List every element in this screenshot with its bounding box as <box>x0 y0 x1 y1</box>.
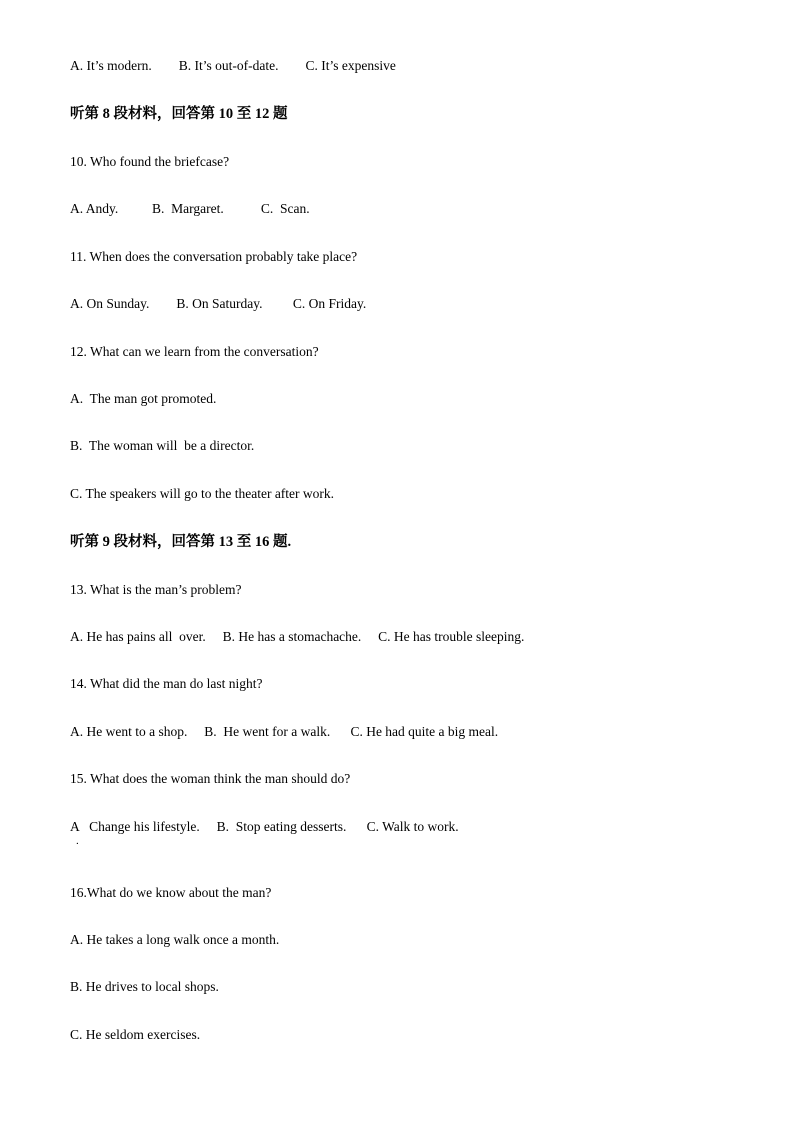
option-line: A. He went to a shop. B. He went for a walk. C. He had quite a big meal. <box>70 723 499 739</box>
question-13-options <box>70 629 724 646</box>
question-12-option-a <box>70 391 724 408</box>
question-12-stem <box>70 344 724 361</box>
question-12-option-b <box>70 438 724 455</box>
question-10-stem <box>70 154 724 171</box>
section-heading-9 <box>70 533 724 551</box>
question-text: 13. What is the man’s problem? <box>70 581 242 597</box>
option-line: A. On Sunday. B. On Saturday. C. On Friday. <box>70 296 367 312</box>
question-11-options <box>70 296 724 313</box>
question-text: 12. What can we learn from the conversation? <box>70 343 319 359</box>
question-16-option-b <box>70 979 724 996</box>
question-text: 11. When does the conversation probably take place? <box>70 248 358 264</box>
question-text: 14. What did the man do last night? <box>70 676 263 692</box>
question-text: 15. What does the woman think the man should do? <box>70 771 351 787</box>
option-line: C. He seldom exercises. <box>70 1026 201 1042</box>
option-line: A. Andy. B. Margaret. C. Scan. <box>70 201 310 217</box>
option-line: B. The woman will be a director. <box>70 438 255 454</box>
layout-spacer <box>70 877 724 885</box>
question-16-option-c <box>70 1027 724 1044</box>
option-line: A. The man got promoted. <box>70 390 217 406</box>
stray-period-mark: . <box>76 835 79 848</box>
section-heading-text: 听第 8 段材料，回答第 10 至 12 题 <box>70 106 288 123</box>
option-line: C. The speakers will go to the theater after work. <box>70 485 335 501</box>
question-12-option-c <box>70 486 724 503</box>
question-16-option-a <box>70 932 724 949</box>
question-text: 16.What do we know about the man? <box>70 884 272 900</box>
question-14-stem <box>70 676 724 693</box>
question-text: 10. Who found the briefcase? <box>70 154 230 169</box>
option-line: A. It’s modern. B. It’s out-of-date. C. It’s expensive <box>70 58 396 73</box>
option-line: B. He drives to local shops. <box>70 979 219 995</box>
question-9-options <box>70 58 724 75</box>
section-heading-8 <box>70 105 724 123</box>
question-15-options <box>70 819 724 847</box>
question-15-stem <box>70 771 724 788</box>
question-14-options <box>70 724 724 741</box>
question-13-stem <box>70 582 724 599</box>
question-11-stem <box>70 249 724 266</box>
question-10-options <box>70 201 724 218</box>
option-line: A Change his lifestyle. B. Stop eating desserts. C. Walk to work. <box>70 818 459 834</box>
question-16-stem <box>70 885 724 902</box>
section-heading-text: 听第 9 段材料，回答第 13 至 16 题. <box>70 534 292 550</box>
option-line: A. He takes a long walk once a month. <box>70 932 280 948</box>
option-line: A. He has pains all over. B. He has a stomachache. C. He has trouble sleeping. <box>70 629 525 644</box>
